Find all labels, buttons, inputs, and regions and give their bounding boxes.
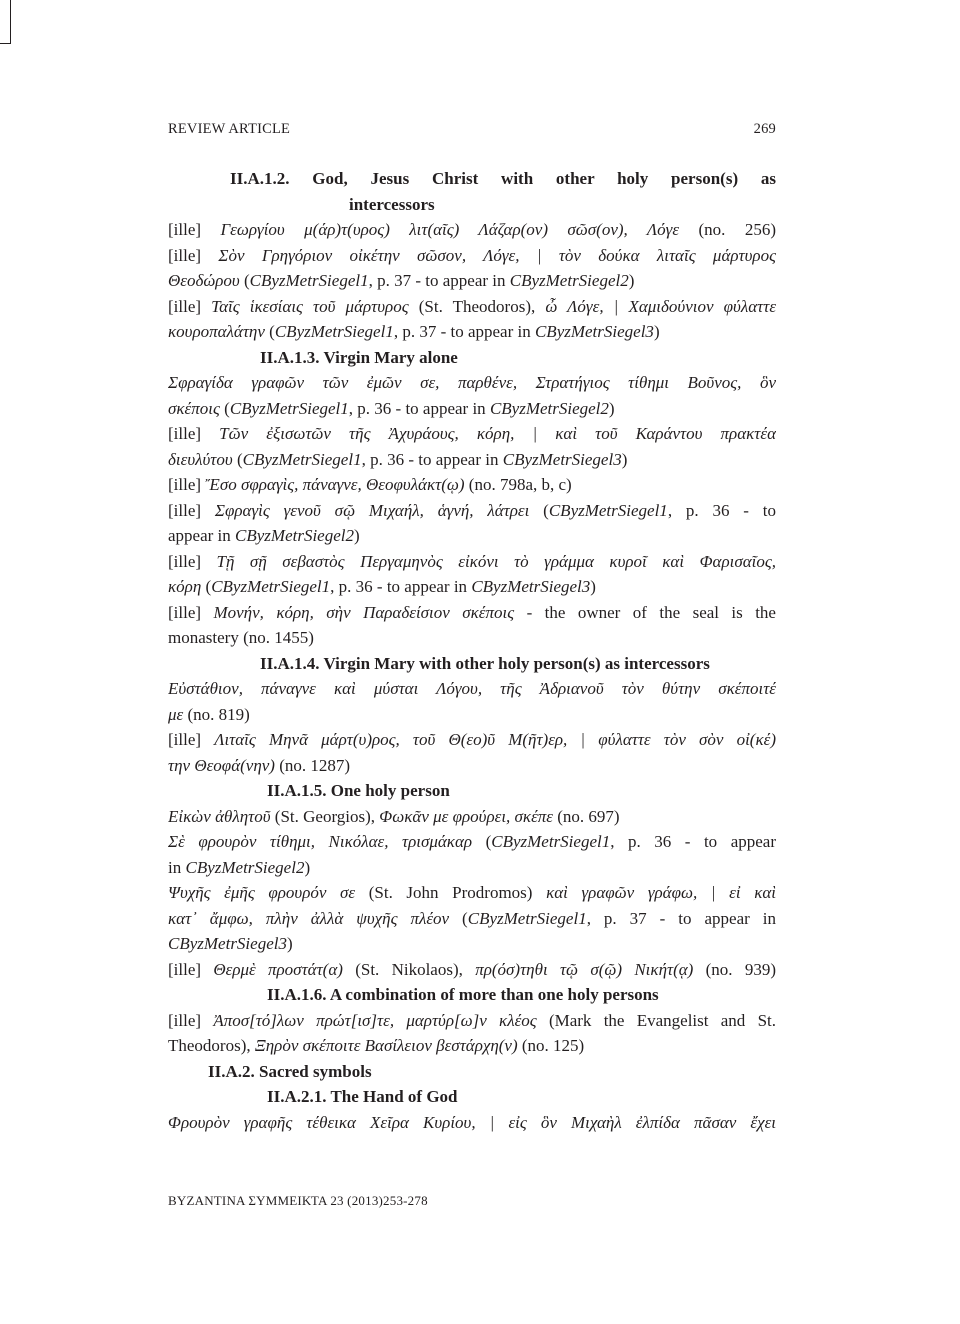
roman-text: (no. 819) (183, 705, 250, 724)
section-heading: II.A.1.5. One holy person (267, 781, 450, 800)
roman-text: ( (201, 577, 212, 596)
roman-text: ( (264, 322, 275, 341)
roman-text: (no. 798a, b, c) (464, 475, 572, 494)
text-line (168, 1033, 776, 1059)
roman-text: [ille] (168, 246, 219, 265)
roman-text: ) (304, 858, 311, 877)
roman-text: ) (628, 271, 635, 290)
roman-text: (St. Nikolaos), (342, 960, 476, 979)
text-line (168, 702, 776, 728)
italic-text: Ψυχῆς ἐμῆς φρουρόν σε (168, 883, 356, 902)
text-line (168, 600, 776, 626)
italic-text: CByzMetrSiegel1 (211, 577, 331, 596)
roman-text: [ille] (168, 1011, 214, 1030)
roman-text: [ille] (168, 552, 217, 571)
italic-text: την Θεοφά(νην) (168, 756, 275, 775)
roman-text: ) (286, 934, 293, 953)
roman-text: , p. 36 - to appear in (330, 577, 472, 596)
roman-text: ) (653, 322, 660, 341)
roman-text: [ille] (168, 501, 215, 520)
text-line (168, 523, 776, 549)
roman-text: (St. Theodoros), (408, 297, 546, 316)
roman-text: (no. 256) (679, 220, 776, 239)
italic-text: Σφραγὶς γενοῦ σῷ Μιχαήλ, ἁγνή, λάτρει (214, 501, 530, 520)
text-line (168, 804, 776, 830)
italic-text: CByzMetrSiegel2 (489, 399, 609, 418)
italic-text: Ξηρὸν σκέποιτε Βασίλειον βεστάρχη(ν) (254, 1036, 518, 1055)
roman-text: (no. 1287) (274, 756, 351, 775)
italic-text: CByzMetrSiegel3 (168, 934, 287, 953)
text-line (168, 829, 776, 855)
italic-text: CByzMetrSiegel3 (471, 577, 591, 596)
text-line (168, 421, 776, 447)
italic-text: Φρουρὸν γραφῆς τέθεικα Χεῖρα Κυρίου, | εἰς ὃν Μιχαὴλ ἐλπίδα πᾶσαν ἔχει (168, 1113, 776, 1132)
roman-text: , p. 36 - to appear in (361, 450, 503, 469)
roman-text: ) (608, 399, 615, 418)
roman-text: [ille] (168, 730, 215, 749)
roman-text: ( (529, 501, 549, 520)
italic-text: CByzMetrSiegel1 (548, 501, 668, 520)
italic-text: Εὐστάθιον, πάναγνε καὶ μύσται Λόγου, τῆς Ἀδριανοῦ τὸν θύτην σκέποιτέ (168, 679, 776, 698)
text-line (168, 396, 776, 422)
italic-text: CByzMetrSiegel1 (229, 399, 349, 418)
italic-text: CByzMetrSiegel2 (235, 526, 354, 545)
text-line (168, 906, 776, 932)
text-line (168, 472, 776, 498)
text-line (168, 1110, 776, 1136)
section-heading: II.A.2. Sacred symbols (208, 1062, 372, 1081)
italic-text: CByzMetrSiegel1 (249, 271, 369, 290)
italic-text: Τῶν ἐξισωτῶν τῆς Ἀχυράους, κόρη, | καὶ τοῦ Καράντου πρακτέα (219, 424, 776, 443)
text-line (168, 625, 776, 651)
text-line (168, 880, 776, 906)
running-head (168, 121, 776, 141)
roman-text: , p. 36 - to appear (610, 832, 776, 851)
section-heading: intercessors (349, 195, 435, 214)
roman-text: [ille] (168, 603, 214, 622)
text-line (168, 243, 776, 269)
roman-text: appear in (168, 526, 236, 545)
italic-text: Εἰκὼν ἀθλητοῦ (168, 807, 271, 826)
roman-text: Theodoros), (168, 1036, 255, 1055)
text-line (168, 549, 776, 575)
running-title: REVIEW ARTICLE (168, 121, 291, 137)
italic-text: πρ(όσ)τηθι τῷ σ(ῷ) Νικήτ(ᾳ) (475, 960, 694, 979)
text-line (168, 753, 776, 779)
roman-text: - the owner of the seal is the (514, 603, 776, 622)
italic-text: Θερμὲ προστάτ(α) (213, 960, 343, 979)
roman-text: in (168, 858, 186, 877)
roman-text: , p. 36 - to appear in (348, 399, 490, 418)
roman-text: [ille] (168, 220, 221, 239)
italic-text: Ἔσο σφραγὶς, πάναγνε, Θεοφυλάκτ(ῳ) (205, 475, 465, 494)
roman-text: (no. 939) (693, 960, 776, 979)
text-line (168, 957, 776, 983)
roman-text: , p. 37 - to appear in (393, 322, 535, 341)
italic-text: Σφραγίδα γραφῶν τῶν ἐμῶν σε, παρθένε, Στρατήγιος τίθημι Βοῦνος, ὃν (168, 373, 776, 392)
roman-text: , p. 37 - to appear in (586, 909, 776, 928)
roman-text: ) (590, 577, 596, 596)
text-line (168, 498, 776, 524)
roman-text: [ille] (168, 960, 214, 979)
text-line (168, 447, 776, 473)
section-heading: II.A.2.1. The Hand of God (267, 1087, 458, 1106)
italic-text: CByzMetrSiegel3 (502, 450, 622, 469)
italic-text: Ταῖς ἱκεσίαις τοῦ μάρτυρος (211, 297, 409, 316)
roman-text: ( (472, 832, 492, 851)
roman-text: monastery (no. 1455) (168, 628, 314, 647)
roman-text: ) (621, 450, 628, 469)
italic-text: σκέποις (168, 399, 220, 418)
italic-text: κουροπαλάτην (168, 322, 265, 341)
text-line (168, 268, 776, 294)
text-line (168, 319, 776, 345)
roman-text: (no. 697) (553, 807, 620, 826)
roman-text: (Mark the Evangelist and St. (536, 1011, 776, 1030)
page-corner-mark (0, 0, 11, 44)
roman-text: [ille] (168, 424, 220, 443)
section-heading: II.A.1.4. Virgin Mary with other holy person(s) as intercessors (260, 654, 710, 673)
page-number: 269 (753, 121, 776, 137)
italic-text: Τῇ σῇ σεβαστὸς Περγαμηνὸς εἰκόνι τὸ γράμμα κυροῖ καὶ Φαρισαῖος, (216, 552, 776, 571)
italic-text: CByzMetrSiegel1 (467, 909, 587, 928)
roman-text: ( (449, 909, 468, 928)
roman-text: ) (354, 526, 360, 545)
italic-text: Θεοδώρου (168, 271, 240, 290)
roman-text: (St. Georgios), (270, 807, 380, 826)
italic-text: Μονήν, κόρη, σὴν Παραδείσιον σκέποις (213, 603, 515, 622)
text-line (168, 574, 776, 600)
text-line (168, 294, 776, 320)
italic-text: Ἀποσ[τό]λων πρώτ[ισ]τε, μαρτύρ[ω]ν κλέος (213, 1011, 537, 1030)
roman-text: ( (239, 271, 250, 290)
italic-text: καὶ γραφῶν γράφω, | εἰ καὶ (546, 883, 776, 902)
roman-text: (St. John Prodromos) (355, 883, 547, 902)
italic-text: με (168, 705, 184, 724)
italic-text: CByzMetrSiegel2 (509, 271, 629, 290)
section-heading: II.A.1.6. A combination of more than one holy persons (267, 985, 659, 1004)
italic-text: κόρη (168, 577, 202, 596)
roman-text: ( (232, 450, 243, 469)
roman-text: (no. 125) (517, 1036, 585, 1055)
italic-text: CByzMetrSiegel3 (534, 322, 654, 341)
roman-text: ( (219, 399, 230, 418)
italic-text: Γεωργίου μ(άρ)τ(υρος) λιτ(αῖς) Λάζαρ(ον) σῶσ(ον), Λόγε (220, 220, 680, 239)
italic-text: CByzMetrSiegel1 (274, 322, 394, 341)
text-line (168, 676, 776, 702)
text-line (168, 370, 776, 396)
roman-text: , p. 37 - to appear in (368, 271, 510, 290)
text-line (168, 1008, 776, 1034)
section-heading: II.A.1.2. God, Jesus Christ with other holy person(s) as (230, 169, 776, 188)
italic-text: Φωκᾶν με φρούρει, σκέπε (379, 807, 554, 826)
italic-text: Λιταῖς Μηνᾶ μάρτ(υ)ρος, τοῦ Θ(εο)ῦ Μ(ῆτ)ερ, | φύλαττε τὸν σὸν οἰ(κέ) (214, 730, 776, 749)
roman-text: [ille] (168, 297, 212, 316)
italic-text: Σὲ φρουρὸν τίθημι, Νικόλαε, τρισμάκαρ (168, 832, 473, 851)
italic-text: CByzMetrSiegel2 (185, 858, 305, 877)
italic-text: κατ᾽ ἄμφω, πλὴν ἀλλὰ ψυχῆς πλέον (168, 909, 450, 928)
italic-text: CByzMetrSiegel1 (491, 832, 611, 851)
section-heading: II.A.1.3. Virgin Mary alone (260, 348, 458, 367)
text-line (168, 727, 776, 753)
italic-text: διευλύτου (168, 450, 233, 469)
journal-footer: BYZANTINA ΣΥΜΜΕΙΚΤΑ 23 (2013)253-278 (168, 1193, 428, 1208)
italic-text: CByzMetrSiegel1 (242, 450, 362, 469)
italic-text: ὦ Λόγε, | Χαμιδούνιον φύλαττε (545, 297, 776, 316)
roman-text: [ille] (168, 475, 206, 494)
text-line (168, 931, 776, 957)
text-line (168, 855, 776, 881)
italic-text: Σὸν Γρηγόριον οἰκέτην σῶσον, Λόγε, | τὸν δούκα λιταῖς μάρτυρος (218, 246, 776, 265)
text-line (168, 217, 776, 243)
roman-text: , p. 36 - to (667, 501, 776, 520)
